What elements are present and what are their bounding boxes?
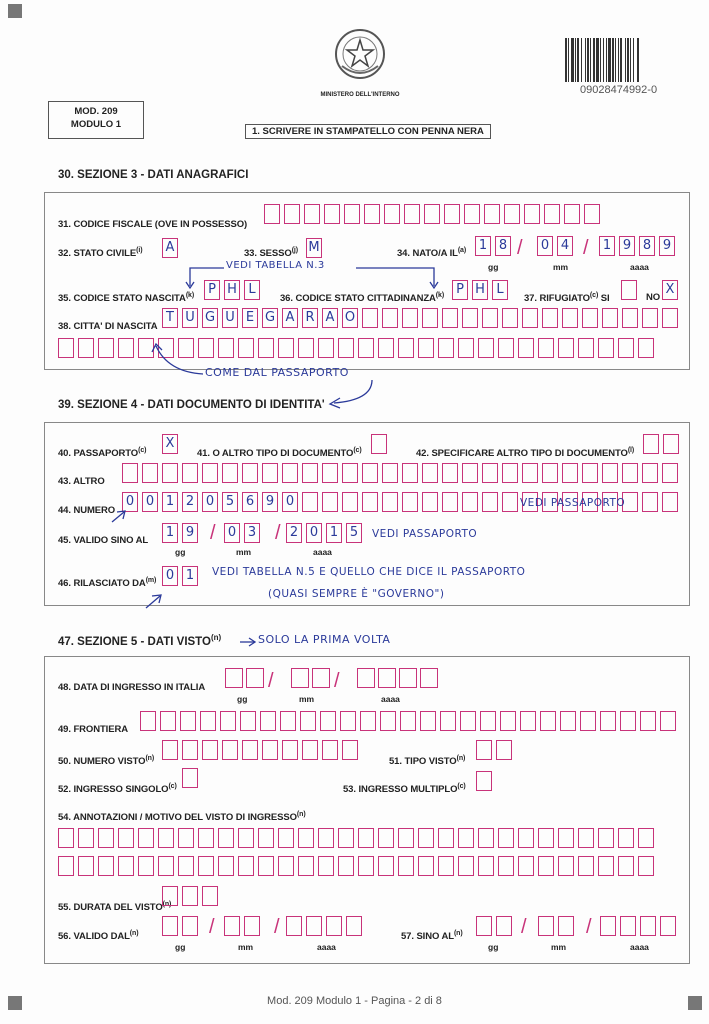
page-footer: Mod. 209 Modulo 1 - Pagina - 2 di 8 [267,995,442,1007]
char-box[interactable]: 1 [599,236,615,256]
mm-label: mm [553,262,569,272]
f31-label: 31. CODICE FISCALE (OVE IN POSSESSO) [58,219,248,230]
note-tabella-5-line2: (QUASI SEMPRE È "GOVERNO") [268,588,445,600]
char-box[interactable]: 8 [639,236,655,256]
char-box[interactable]: L [244,280,260,300]
arrow-icon [356,268,434,286]
note-solo-prima: SOLO LA PRIMA VOLTA [258,633,391,646]
char-box[interactable]: E [242,308,258,328]
arrow-icon [334,380,372,403]
char-box[interactable]: 2 [286,523,302,543]
f56-label: 56. VALIDO DAL$^{(n)}$ [58,930,139,943]
date-slash: / [210,522,216,544]
mm-label: mm [238,942,254,952]
char-box[interactable]: P [204,280,220,300]
f57-label: 57. SINO AL$^{(n)}$ [401,930,463,943]
note-tabella-5-line1: VEDI TABELLA N.5 E QUELLO CHE DICE IL PASSAPORTO [212,566,526,578]
f53-label: 53. INGRESSO MULTIPLO$^{(c)}$ [343,783,466,796]
char-box[interactable]: 0 [142,492,158,512]
note-vedi-tabella-3: VEDI TABELLA N.3 [226,260,325,271]
char-box[interactable]: T [162,308,178,328]
mm-label: mm [551,942,567,952]
aaaa-label: aaaa [317,942,336,952]
f48-label: 48. DATA DI INGRESSO IN ITALIA [58,682,206,693]
section5-title: 47. SEZIONE 5 - DATI VISTO$^{(n)}$ [58,633,222,648]
note-vedi-passaporto-1: VEDI PASSAPORTO [520,497,626,509]
char-box[interactable]: 4 [557,236,573,256]
char-box[interactable]: 9 [182,523,198,543]
char-box[interactable]: 3 [244,523,260,543]
char-box[interactable]: H [472,280,488,300]
char-box[interactable]: 1 [162,492,178,512]
aaaa-label: aaaa [381,694,400,704]
char-box[interactable]: 1 [475,236,491,256]
char-box[interactable]: 9 [619,236,635,256]
char-box[interactable]: 0 [282,492,298,512]
sesso-box[interactable]: M [306,238,322,258]
gg-label: gg [488,942,499,952]
date-slash: / [583,237,589,259]
date-slash: / [517,237,523,259]
gg-label: gg [175,942,186,952]
stato-civile-box[interactable]: A [162,238,178,258]
char-box[interactable]: 0 [224,523,240,543]
f37-label: 37. RIFUGIATO$^{(c)}$ SI [524,292,610,305]
mm-label: mm [299,694,315,704]
char-box[interactable]: 6 [242,492,258,512]
mod-line1: MOD. 209 [74,106,118,117]
mm-label: mm [236,547,252,557]
date-slash: / [274,916,280,938]
date-slash: / [521,916,527,938]
arrow-icon [146,596,160,608]
char-box[interactable]: O [342,308,358,328]
f52-label: 52. INGRESSO SINGOLO$^{(c)}$ [58,783,177,796]
char-box[interactable]: L [492,280,508,300]
f55-label: 55. DURATA DEL VISTO$^{(n)}$ [58,901,172,914]
char-box[interactable]: 8 [495,236,511,256]
char-box[interactable]: 1 [162,523,178,543]
char-box[interactable]: A [322,308,338,328]
char-box[interactable]: 9 [659,236,675,256]
char-box[interactable]: 0 [162,566,178,586]
passaporto-box[interactable]: X [162,434,178,454]
char-box[interactable]: A [282,308,298,328]
f54-label: 54. ANNOTAZIONI / MOTIVO DEL VISTO DI INGRESSO$^{(n)}$ [58,811,306,824]
char-box[interactable]: U [222,308,238,328]
char-box[interactable]: 1 [182,566,198,586]
f42-label: 42. SPECIFICARE ALTRO TIPO DI DOCUMENTO$^{(l)}$ [416,447,635,460]
char-box[interactable]: 1 [326,523,342,543]
f34-label: 34. NATO/A IL$^{(a)}$ [397,247,467,260]
f33-label: 33. SESSO$^{(j)}$ [244,247,298,260]
aaaa-label: aaaa [630,942,649,952]
char-box[interactable]: 5 [222,492,238,512]
section3-title: 30. SEZIONE 3 - DATI ANAGRAFICI [58,169,249,181]
gg-label: gg [175,547,186,557]
note-come-passaporto: COME DAL PASSAPORTO [205,366,349,379]
no-label: NO [646,292,661,303]
char-box[interactable]: P [452,280,468,300]
char-box[interactable]: 0 [306,523,322,543]
char-box[interactable]: 9 [262,492,278,512]
f46-label: 46. RILASCIATO DA$^{(m)}$ [58,577,157,590]
char-box[interactable]: 0 [202,492,218,512]
date-slash: / [586,916,592,938]
char-box[interactable]: G [262,308,278,328]
date-slash: / [275,522,281,544]
char-box[interactable]: R [302,308,318,328]
char-box[interactable]: G [202,308,218,328]
instruction-label: 1. SCRIVERE IN STAMPATELLO CON PENNA NERA [245,124,491,139]
f38-label: 38. CITTA' DI NASCITA [58,321,158,332]
section4-title: 39. SEZIONE 4 - DATI DOCUMENTO DI IDENTITA' [58,399,325,411]
f41-label: 41. O ALTRO TIPO DI DOCUMENTO$^{(c)}$ [197,447,362,460]
arrow-icon [112,512,124,522]
char-box[interactable]: 2 [182,492,198,512]
date-slash: / [209,916,215,938]
char-box[interactable]: U [182,308,198,328]
char-box[interactable]: 5 [346,523,362,543]
arrow-icon [156,346,203,374]
char-box[interactable]: H [224,280,240,300]
f40-label: 40. PASSAPORTO$^{(c)}$ [58,447,147,460]
note-vedi-passaporto-2: VEDI PASSAPORTO [372,528,478,540]
aaaa-label: aaaa [630,262,649,272]
mod-line2: MODULO 1 [70,119,122,130]
f43-label: 43. ALTRO [58,476,105,487]
f45-label: 45. VALIDO SINO AL [58,535,149,546]
aaaa-label: aaaa [313,547,332,557]
f35-label: 35. CODICE STATO NASCITA$^{(k)}$ [58,292,195,305]
ministry-label: MINISTERO DELL'INTERNO [320,92,400,98]
date-slash: / [334,670,340,692]
char-box[interactable]: 0 [537,236,553,256]
date-slash: / [268,670,274,692]
f49-label: 49. FRONTIERA [58,724,128,735]
f51-label: 51. TIPO VISTO$^{(n)}$ [389,755,466,768]
f32-label: 32. STATO CIVILE$^{(i)}$ [58,247,143,260]
rifugiato-no-box[interactable]: X [662,280,678,300]
f36-label: 36. CODICE STATO CITTADINANZA$^{(k)}$ [280,292,445,305]
f50-label: 50. NUMERO VISTO$^{(n)}$ [58,755,155,768]
gg-label: gg [237,694,248,704]
char-box[interactable]: 0 [122,492,138,512]
arrow-icon [190,268,224,286]
gg-label: gg [488,262,499,272]
f44-label: 44. NUMERO [58,505,116,516]
barcode-number: 09028474992-0 [580,84,658,96]
